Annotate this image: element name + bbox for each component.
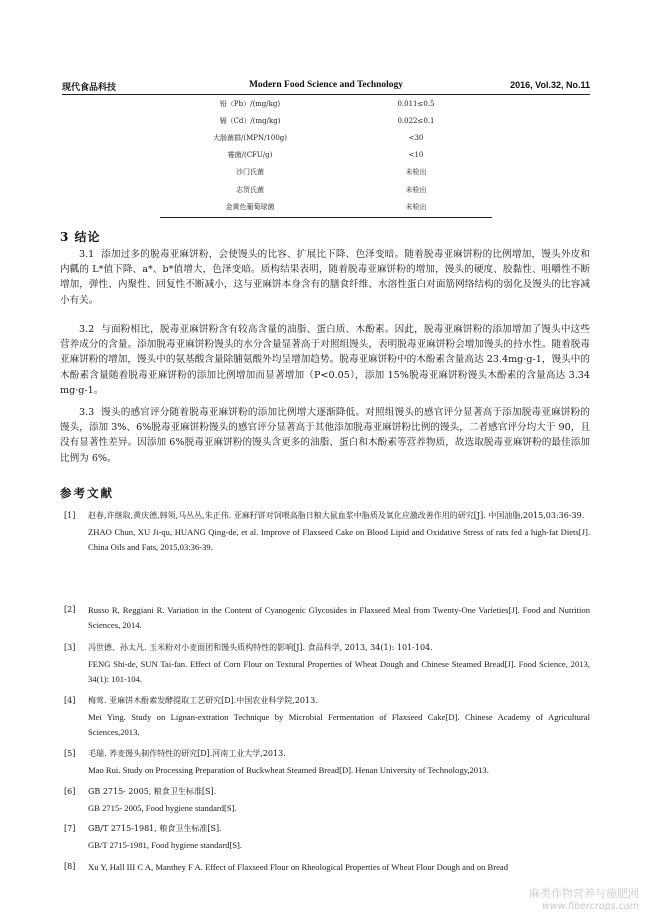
table-cell-name: 霉菌/(CFU/g) <box>227 151 273 160</box>
paragraph-number: 3.2 <box>79 324 95 335</box>
reference-en: FENG Shi-de, SUN Tai-fan. Effect of Corn Flour on Textural Properties of Wheat Dough and Chinese Steamed Bread[J]. Food Science, 2013, 34(1): 101-104. <box>88 659 590 684</box>
reference-item <box>64 860 590 875</box>
table-cell-value: 未检出 <box>405 168 427 177</box>
reference-item <box>64 509 590 555</box>
table-row <box>160 181 492 198</box>
paragraph-3-2 <box>60 322 590 398</box>
reference-item <box>64 603 590 633</box>
reference-en: Mao Rui. Study on Processing Preparation of Buckwheat Steamed Bread[D]. Henan University of Technology,2013. <box>88 765 489 775</box>
table-row <box>160 129 492 146</box>
reference-cn: 冯世德、孙太凡. 玉米粉对小麦面团和馒头质构特性的影响[J]. 食品科学, 2013, 34(1): 101-104. <box>88 643 433 652</box>
table-cell-value: 0.022≤0.1 <box>397 116 435 125</box>
reference-number: [8] <box>64 862 76 871</box>
reference-en: GB 2715- 2005, Food hygiene standard[S]. <box>88 803 237 813</box>
reference-en: Mei Ying. Study on Lignan-extration Technique by Microbial Fermentation of Flaxseed Cake[D]. Chinese Academy of Agricultural Sciences,2013. <box>88 712 590 737</box>
watermark-site-name: 麻类作物营养与施肥网 <box>529 887 639 900</box>
table-cell-name: 志贺氏菌 <box>236 185 264 194</box>
reference-number: [2] <box>64 605 76 614</box>
paragraph-number: 3.1 <box>79 249 95 260</box>
section-heading-conclusion: 3 结论 <box>60 230 101 244</box>
table-cell-name: 金黄色葡萄球菌 <box>225 202 275 211</box>
table-cell-name: 沙门氏菌 <box>236 168 264 177</box>
reference-cn: GB 2715- 2005, 粮食卫生标准[S]. <box>88 787 217 796</box>
watermark <box>529 887 639 913</box>
table-cell-value: <30 <box>408 133 424 142</box>
paragraph-3-1 <box>60 247 590 308</box>
table-row <box>160 164 492 181</box>
reference-cn: 梅莺. 亚麻饼木酚素发酵提取工艺研究[D].中国农业科学院,2013. <box>88 696 318 705</box>
paragraph-text: 馒头的感官评分随着脱毒亚麻饼粉的添加比例增大逐渐降低。对照组馒头的感官评分显著高于添加脱毒亚麻饼粉的馒头，添加 3%、6%脱毒亚麻饼粉馒头的感官评分显著高于其他添加脱毒亚麻饼粉比例的馒头，二者感官评分均大于 90，且没有显著性差异。因添加 6%脱毒亚麻饼粉的馒头含更多的油脂、蛋白和木酚素等营养物质，故选取脱毒亚麻饼粉的最佳添加比例为 6%。 <box>60 407 590 464</box>
safety-table <box>160 95 492 215</box>
paragraph-text: 与面粉相比，脱毒亚麻饼粉含有较高含量的油脂、蛋白质、木酚素。因此，脱毒亚麻饼粉的添加增加了馒头中这些营养成分的含量。添加脱毒亚麻饼粉馒头的水分含量显著高于对照组馒头，表明脱毒亚麻饼粉会增加馒头的持水性。随着脱毒亚麻饼粉的增加，馒头中的氨基酸含量除脯氨酸外均呈增加趋势。脱毒亚麻饼粉中的木酚素含量高达 23.4mg·g-1，馒头中的木酚素含量随着脱毒亚麻饼粉的添加比例增加而显著增加（P<0.05），添加 15%脱毒亚麻饼粉馒头木酚素的含量高达 3.34 mg·g-1。 <box>60 324 590 396</box>
table-cell-value: <10 <box>408 151 424 160</box>
table-cell-name: 镉（Cd）/(mg/kg) <box>219 116 281 125</box>
reference-number: [3] <box>64 643 76 652</box>
table-cell-name: 大肠菌群/(MPN/100g) <box>212 133 288 142</box>
running-header <box>62 80 590 94</box>
paragraph-number: 3.3 <box>79 407 95 418</box>
table-cell-value: 未检出 <box>405 185 427 194</box>
issue-info: 2016, Vol.32, No.11 <box>510 80 590 90</box>
table-cell-name: 铅（Pb）/(mg/kg) <box>219 99 281 108</box>
reference-item <box>64 694 590 740</box>
table-row <box>160 112 492 129</box>
reference-number: [1] <box>64 511 76 520</box>
reference-en: GB/T 2715-1981, Food hygiene standard[S]. <box>88 840 243 850</box>
table-row <box>160 198 492 215</box>
reference-cn: GB/T 2715-1981, 粮食卫生标准[S]. <box>88 824 222 833</box>
reference-item <box>64 641 590 687</box>
reference-number: [6] <box>64 787 76 796</box>
table-row <box>160 95 492 112</box>
paragraph-3-3 <box>60 405 590 466</box>
reference-en: Xu Y, Hall III C A, Manthey F A. Effect of Flaxseed Flour on Rheological Properties of Wheat Flour Dough and on Bread <box>88 862 508 872</box>
reference-cn: 毛瑞. 荞麦馒头制作特性的研究[D].河南工业大学,2013. <box>88 749 286 758</box>
paragraph-text: 添加过多的脱毒亚麻饼粉，会使馒头的比容、扩展比下降、色泽变暗。随着脱毒亚麻饼粉的比例增加，馒头外皮和内瓤的 L*值下降、a*、b*值增大，色泽变暗。质构结果表明，随着脱毒亚麻饼粉的增加，馒头的硬度、胶黏性、咀嚼性不断增加，弹性、内聚性、回复性不断减小，这与亚麻饼本身含有的膳食纤维、水溶性蛋白对面筋网络结构的弱化及馒头的比容减小有关。 <box>60 249 590 306</box>
reference-item <box>64 747 590 778</box>
reference-en: ZHAO Chun, XU Ji-qu, HUANG Qing-de, et al. Improve of Flaxseed Cake on Blood Lipid and Oxidative Stress of rats fed a high-fat Diets[J]. China Oils and Fats, 2015,03:36-39. <box>88 527 590 552</box>
reference-number: [4] <box>64 696 76 705</box>
watermark-url: www.fibercrops.com <box>542 901 639 912</box>
reference-en: Russo R, Reggiani R. Variation in the Content of Cyanogenic Glycosides in Flaxseed Meal from Twenty-One Varieties[J]. Food and Nutrition Sciences, 2014. <box>88 605 590 630</box>
references-heading: 参考文献 <box>60 486 114 500</box>
table-cell-value: 0.011≤0.5 <box>397 99 435 108</box>
journal-name-cn: 现代食品科技 <box>62 82 117 92</box>
journal-name-en: Modern Food Science and Technology <box>248 80 404 90</box>
reference-number: [7] <box>64 824 76 833</box>
reference-number: [5] <box>64 749 76 758</box>
table-cell-value: 未检出 <box>405 202 427 211</box>
table-row <box>160 147 492 164</box>
reference-cn: 赵春,许继取,黄庆德,韩领,马丛丛,朱正伟. 亚麻籽饼对饲喂高脂日粮大鼠血浆中脂质及氧化应激改善作用的研究[J]. 中国油脂,2015,03:36-39. <box>88 511 585 520</box>
reference-item <box>64 822 590 853</box>
table-bottom-rule <box>160 217 492 218</box>
reference-item <box>64 785 590 816</box>
